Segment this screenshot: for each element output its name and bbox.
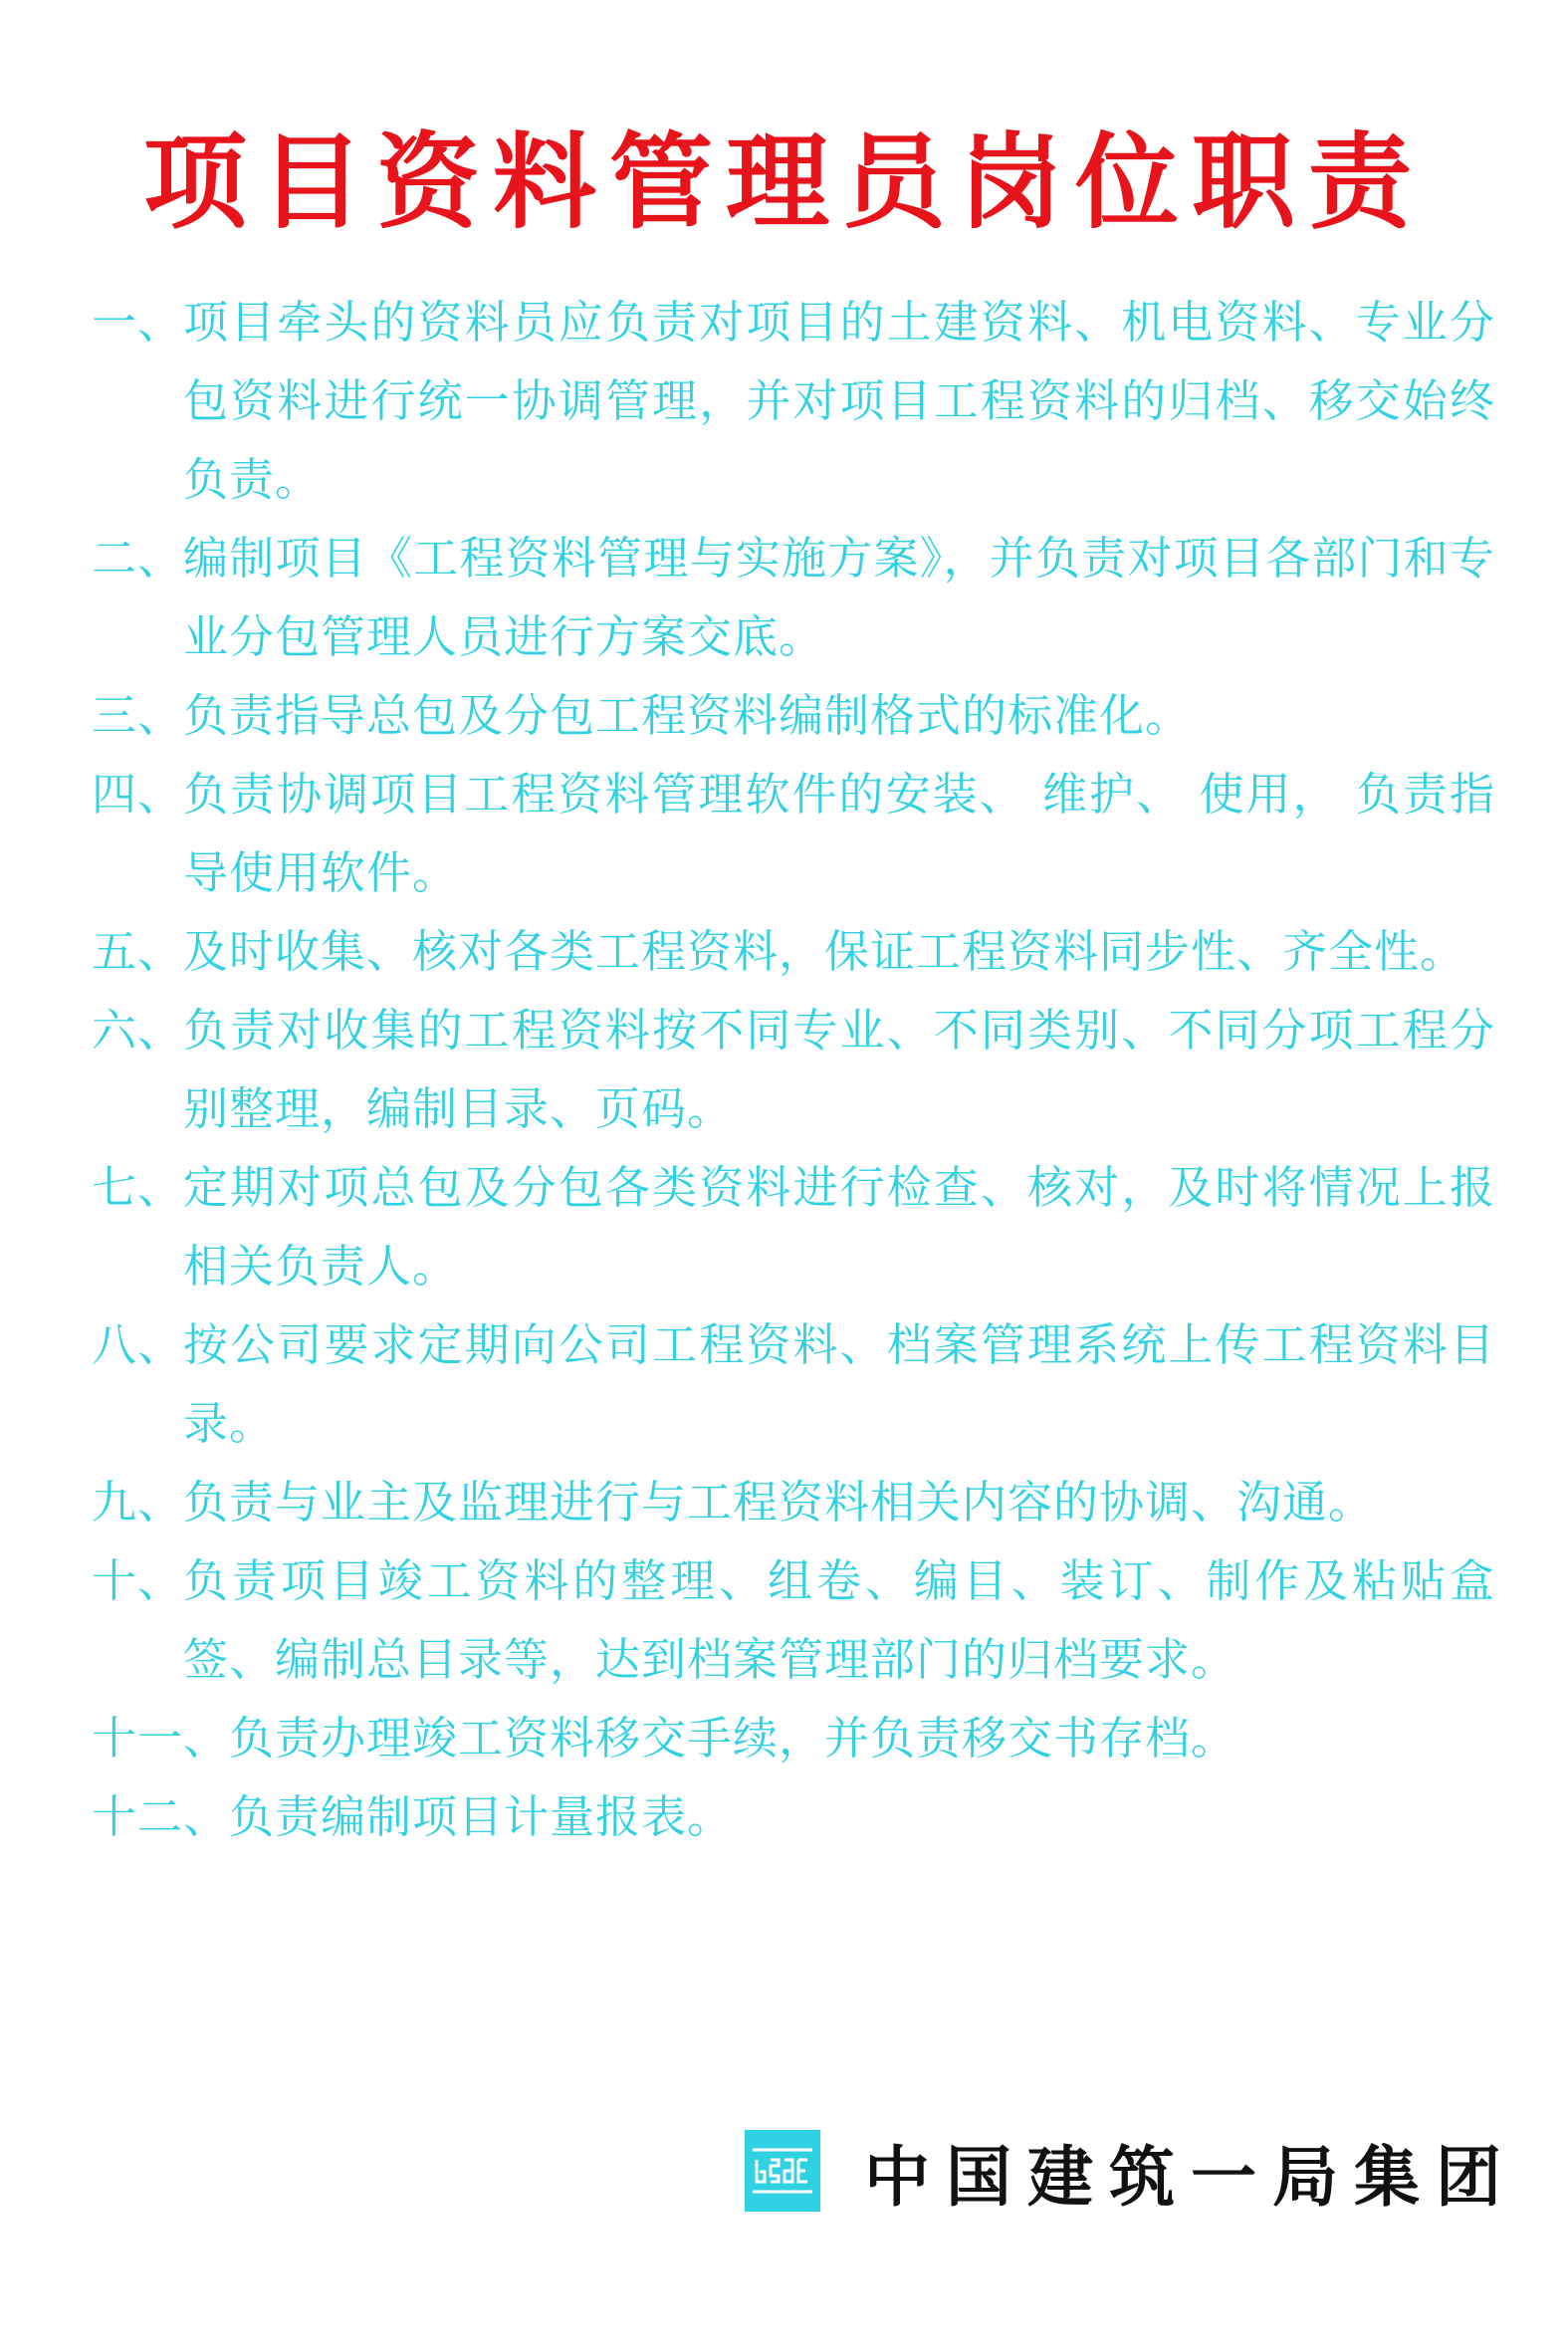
company-name: 中国建筑一局集团 bbox=[864, 2138, 1517, 2216]
item-text: 按公司要求定期向公司工程资料、档案管理系统上传工程资料目录。 bbox=[183, 1318, 1495, 1450]
list-item bbox=[92, 1541, 1495, 1699]
duty-list bbox=[92, 283, 1495, 1856]
footer bbox=[745, 2121, 1517, 2221]
item-number: 九、 bbox=[92, 1476, 184, 1528]
list-item bbox=[92, 676, 1495, 755]
list-item bbox=[92, 1463, 1495, 1541]
item-text: 负责办理竣工资料移交手续，并负责移交书存档。 bbox=[229, 1712, 1237, 1764]
list-item bbox=[92, 283, 1495, 519]
list-item bbox=[92, 1777, 1495, 1856]
item-text: 负责与业主及监理进行与工程资料相关内容的协调、沟通。 bbox=[183, 1476, 1375, 1528]
item-number: 十、 bbox=[92, 1554, 184, 1607]
list-item bbox=[92, 991, 1495, 1148]
cscec-logo-icon bbox=[745, 2130, 820, 2212]
item-text: 项目牵头的资料员应负责对项目的土建资料、机电资料、专业分包资料进行统一协调管理，并对项目工程资料的归档、移交始终负责。 bbox=[183, 296, 1495, 506]
item-number: 二、 bbox=[92, 532, 184, 585]
item-number: 十一、 bbox=[92, 1712, 230, 1764]
item-number: 八、 bbox=[92, 1318, 184, 1371]
list-item bbox=[92, 755, 1495, 912]
item-number: 六、 bbox=[92, 1004, 184, 1057]
list-item bbox=[92, 1305, 1495, 1463]
item-number: 十二、 bbox=[92, 1790, 230, 1843]
item-number: 五、 bbox=[92, 925, 184, 978]
item-number: 四、 bbox=[92, 768, 184, 821]
item-number: 三、 bbox=[92, 689, 184, 742]
list-item bbox=[92, 1148, 1495, 1305]
item-text: 负责协调项目工程资料管理软件的安装、 维护、 使用， 负责指导使用软件。 bbox=[183, 768, 1495, 899]
item-text: 编制项目《工程资料管理与实施方案》，并负责对项目各部门和专业分包管理人员进行方案交底。 bbox=[183, 532, 1495, 663]
item-text: 负责编制项目计量报表。 bbox=[229, 1790, 734, 1843]
item-number: 一、 bbox=[92, 296, 184, 349]
page-title: 项目资料管理员岗位职责 bbox=[142, 121, 1425, 243]
list-item bbox=[92, 1699, 1495, 1777]
item-text: 定期对项总包及分包各类资料进行检查、核对，及时将情况上报相关负责人。 bbox=[183, 1161, 1495, 1293]
list-item bbox=[92, 519, 1495, 676]
item-text: 及时收集、核对各类工程资料，保证工程资料同步性、齐全性。 bbox=[183, 925, 1466, 978]
list-item bbox=[92, 912, 1495, 991]
item-text: 负责指导总包及分包工程资料编制格式的标准化。 bbox=[183, 689, 1192, 742]
item-text: 负责对收集的工程资料按不同专业、不同类别、不同分项工程分别整理，编制目录、页码。 bbox=[183, 1004, 1495, 1135]
item-text: 负责项目竣工资料的整理、组卷、编目、装订、制作及粘贴盒签、编制总目录等，达到档案管理部门的归档要求。 bbox=[183, 1554, 1495, 1686]
item-number: 七、 bbox=[92, 1161, 184, 1214]
